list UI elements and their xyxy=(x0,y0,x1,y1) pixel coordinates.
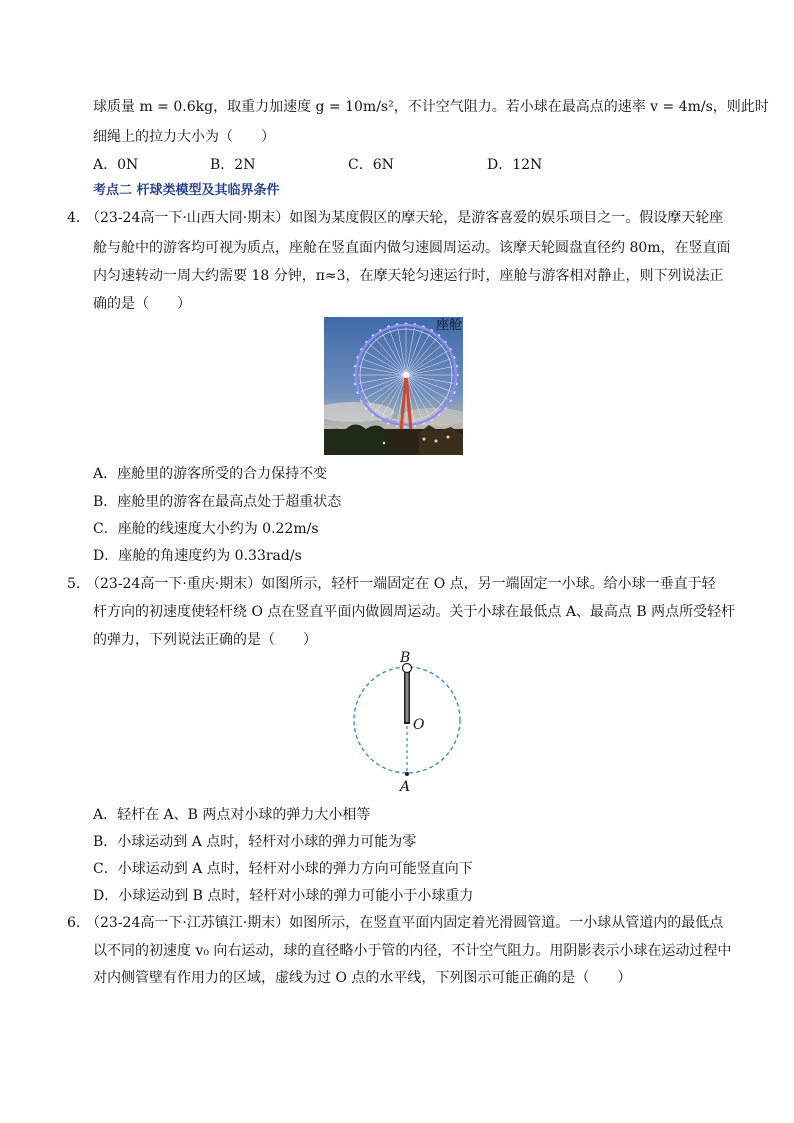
q3-option-a: A．0N xyxy=(93,157,139,173)
label-a: A xyxy=(400,779,411,795)
q6-line-2: 以不同的初速度 v₀ 向右运动，球的直径略小于管的内径，不计空气阻力。用阴影表示小球在运动过程中 xyxy=(93,943,732,959)
q4-line-3: 内匀速转动一周大约需要 18 分钟，π≈3，在摩天轮匀速运行时，座舱与游客相对静止，则下列说法正 xyxy=(93,268,724,284)
q4-option-b: B．座舱里的游客在最高点处于超重状态 xyxy=(93,494,342,510)
ferris-wheel-illustration xyxy=(324,317,463,455)
q5-option-c: C．小球运动到 A 点时，轻杆对小球的弹力方向可能竖直向下 xyxy=(93,861,473,877)
q5-line-1: （23-24高一下·重庆·期末）如图所示，轻杆一端固定在 O 点，另一端固定一小球。给小球一垂直于轻 xyxy=(86,576,716,592)
q4-line-4: 确的是（ ） xyxy=(93,296,191,312)
label-o: O xyxy=(413,717,425,733)
rod-circle-diagram xyxy=(345,652,470,797)
q4-option-a: A．座舱里的游客所受的合力保持不变 xyxy=(93,466,328,482)
q6-number: 6． xyxy=(67,915,90,931)
q3-option-d: D．12N xyxy=(487,157,543,173)
q5-line-2: 杆方向的初速度使轻杆绕 O 点在竖直平面内做圆周运动。关于小球在最低点 A、最高点 B 两点所受轻杆 xyxy=(93,604,736,620)
point-a-dot xyxy=(405,772,409,776)
photo-label-cabin: 座舱 xyxy=(436,318,463,333)
q5-option-d: D．小球运动到 B 点时，轻杆对小球的弹力可能小于小球重力 xyxy=(93,888,474,904)
q3-line-1: 球质量 m = 0.6kg，取重力加速度 g = 10m/s²，不计空气阻力。若小球在最高点的速率 v = 4m/s，则此时 xyxy=(93,99,769,115)
q4-option-d: D．座舱的角速度约为 0.33rad/s xyxy=(93,548,302,564)
q5-number: 5． xyxy=(67,576,90,592)
q5-option-a: A．轻杆在 A、B 两点对小球的弹力大小相等 xyxy=(93,807,371,823)
q5-option-b: B．小球运动到 A 点时，轻杆对小球的弹力可能为零 xyxy=(93,834,417,850)
label-b: B xyxy=(400,650,411,666)
q4-line-2: 舱与舱中的游客均可视为质点，座舱在竖直面内做匀速圆周运动。该摩天轮圆盘直径约 80m，在竖直面 xyxy=(93,240,731,256)
q3-option-c: C．6N xyxy=(348,157,394,173)
section-heading: 考点二 杆球类模型及其临界条件 xyxy=(93,183,280,198)
q4-number: 4． xyxy=(67,210,90,226)
rod-circle-svg xyxy=(345,652,470,797)
q4-line-1: （23-24高一下·山西大同·期末）如图为某度假区的摩天轮，是游客喜爱的娱乐项目之一。假设摩天轮座 xyxy=(86,210,724,226)
q4-option-c: C．座舱的线速度大小约为 0.22m/s xyxy=(93,521,319,537)
q3-line-2: 细绳上的拉力大小为（ ） xyxy=(93,129,275,145)
q6-line-3: 对内侧管壁有作用力的区域，虚线为过 O 点的水平线，下列图示可能正确的是（ ） xyxy=(93,970,632,986)
ferris-wheel-photo xyxy=(324,317,463,455)
q5-line-3: 的弹力，下列说法正确的是（ ） xyxy=(93,632,317,648)
q6-line-1: （23-24高一下·江苏镇江·期末）如图所示，在竖直平面内固定着光滑圆管道。一小球从管道内的最低点 xyxy=(86,915,724,931)
q3-option-b: B．2N xyxy=(210,157,256,173)
